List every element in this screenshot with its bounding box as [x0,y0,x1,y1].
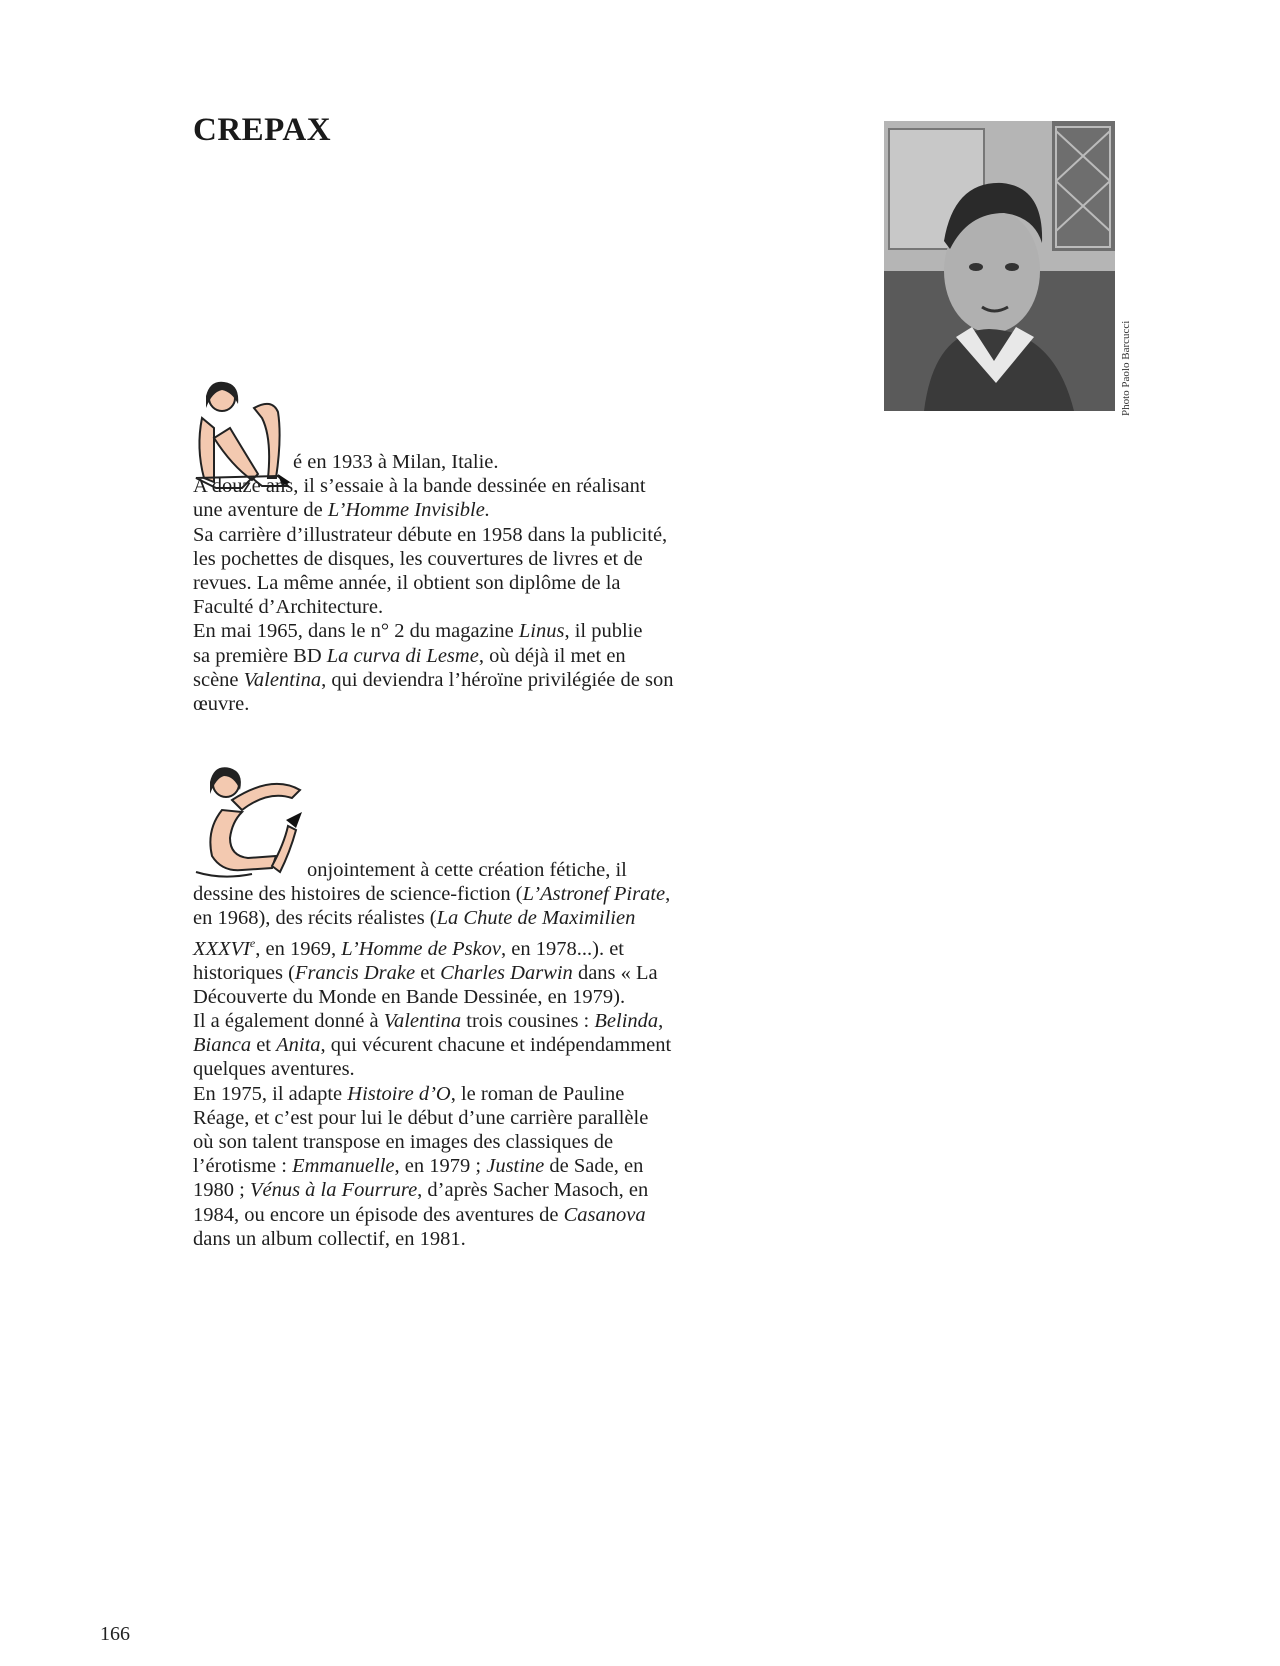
text-line: dans un album collectif, en 1981. [193,1227,466,1250]
text-line [193,498,768,522]
italic-title: L’Astronef Pirate [522,883,666,906]
text-line: Faculté d’Architecture. [193,596,384,619]
text-line [193,644,768,668]
text-line: A douze ans, il s’essaie à la bande dessinée en réalisant [193,475,646,498]
page-number: 166 [100,1623,130,1645]
text-run: , où déjà il met en [478,644,626,667]
italic-title: L’Homme Invisible. [327,499,490,522]
text-line: é en 1933 à Milan, Italie. [293,451,499,473]
text-run: , en 1979 ; [394,1155,487,1178]
text-line: Découverte du Monde en Bande Dessinée, en 1979). [193,985,626,1008]
text-run: , qui vécurent chacune et indépendamment [320,1034,672,1057]
text-line: les pochettes de disques, les couvertures de livres et de [193,547,643,570]
text-run: et [415,961,441,984]
text-run: , en 1978...). et [501,937,624,960]
text-line [193,1154,768,1178]
paragraph-biography-1 [193,450,768,716]
text-line: Réage, et c’est pour lui le début d’une carrière parallèle [193,1106,649,1129]
text-run: , il publie [564,620,643,643]
italic-title: Valentina [383,1010,462,1033]
author-photo [884,121,1115,411]
text-run: en 1968), des récits réalistes ( [193,907,437,930]
text-line: onjointement à cette création fétiche, il [307,859,627,881]
text-line [193,1082,768,1106]
italic-title: Bianca [193,1034,252,1057]
text-line [193,882,768,906]
text-run: dans « La [572,961,658,984]
italic-title: Valentina [243,668,322,691]
text-line: œuvre. [193,693,250,716]
italic-title: XXXVI [193,937,250,960]
text-run: l’érotisme : [193,1155,293,1178]
text-run: , le roman de Pauline [450,1082,625,1105]
italic-superscript: e [249,935,256,950]
text-line: revues. La même année, il obtient son diplôme de la [193,572,621,595]
photo-credit: Photo Paolo Barcucci [1120,320,1132,416]
text-run: scène [193,668,244,691]
italic-title: Charles Darwin [440,961,573,984]
text-run: , d’après Sacher Masoch, en [417,1179,649,1202]
text-line: Sa carrière d’illustrateur débute en 1958 dans la publicité, [193,523,668,546]
text-run: , [665,883,671,906]
text-run: En mai 1965, dans le n° 2 du magazine [193,620,519,643]
text-run: et [251,1034,277,1057]
italic-title: Emmanuelle [292,1155,395,1178]
text-run: 1984, ou encore un épisode des aventures de [193,1203,564,1226]
paragraph-biography-2 [193,858,768,1251]
italic-title: Francis Drake [294,961,416,984]
text-run: 1980 ; [193,1179,250,1202]
text-line [193,931,768,961]
text-run: , en 1969, [255,937,342,960]
text-run: de Sade, en [544,1155,644,1178]
text-run: historiques ( [193,961,295,984]
text-line [193,1178,768,1202]
text-line [193,1203,768,1227]
text-line [193,619,768,643]
italic-title: La Chute de Maximilien [436,907,636,930]
text-line: où son talent transpose en images des classiques de [193,1131,614,1154]
text-run: dessine des histoires de science-fiction ( [193,883,523,906]
italic-title: L’Homme de Pskov [341,937,502,960]
italic-title: Casanova [563,1203,646,1226]
text-run: sa première BD [193,644,327,667]
text-line [193,906,768,930]
text-run: Il a également donné à [193,1010,384,1033]
text-run: En 1975, il adapte [193,1082,348,1105]
italic-title: Belinda [594,1010,659,1033]
page-title: CREPAX [193,112,332,148]
italic-title: Vénus à la Fourrure [249,1179,418,1202]
text-run: , qui deviendra l’héroïne privilégiée de son [321,668,674,691]
portrait-image [884,121,1115,411]
text-run: une aventure de [193,499,328,522]
text-line [193,1033,768,1057]
text-line [193,668,768,692]
italic-title: Linus [518,620,565,643]
text-run: trois cousines : [461,1010,595,1033]
italic-title: La curva di Lesme [326,644,479,667]
italic-title: Histoire d’O [347,1082,451,1105]
italic-title: Anita [276,1034,321,1057]
text-line: quelques aventures. [193,1058,355,1081]
text-line [193,961,768,985]
text-run: , [658,1010,664,1033]
text-line [193,1009,768,1033]
italic-title: Justine [486,1155,545,1178]
